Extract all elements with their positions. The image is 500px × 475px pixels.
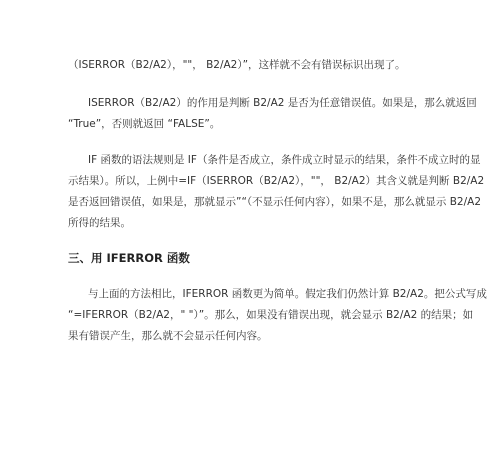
paragraph-iferror-method [68, 284, 487, 347]
paragraph-formula-continuation [68, 55, 458, 76]
paragraph-line: “=IFERROR（B2/A2，" "）”。那么，如果没有错误出现，就会显示 B2/A2 的结果；如 [68, 309, 474, 321]
paragraph-iserror-explanation [68, 93, 477, 135]
paragraph-line: ISERROR（B2/A2）的作用是判断 B2/A2 是否为任意错误值。如果是，那么就返回 [88, 97, 477, 109]
paragraph-line: （ISERROR（B2/A2），""， B2/A2）”，这样就不会有错误标识出现了。 [68, 59, 406, 71]
paragraph-line: 与上面的方法相比，IFERROR 函数更为简单。假定我们仍然计算 B2/A2。把公式写成 [88, 288, 487, 300]
paragraph-line: 果有错误产生，那么就不会显示任何内容。 [68, 330, 268, 342]
paragraph-line: 所得的结果。 [68, 217, 131, 229]
paragraph-line: 是否返回错误值，如果是，那就显示”“（不显示任何内容），如果不是，那么就显示 B2/A2 [68, 196, 482, 208]
paragraph-line: IF 函数的语法规则是 IF（条件是否成立，条件成立时显示的结果，条件不成立时的显 [88, 154, 481, 166]
paragraph-line: “True”，否则就返回 “FALSE”。 [68, 118, 221, 130]
paragraph-line: 示结果）。所以，上例中=IF（ISERROR（B2/A2），""， B2/A2）其含义就是判断 B2/A2 [68, 175, 485, 187]
paragraph-if-syntax [68, 150, 485, 234]
section-heading: 三、用 IFERROR 函数 [68, 251, 190, 265]
